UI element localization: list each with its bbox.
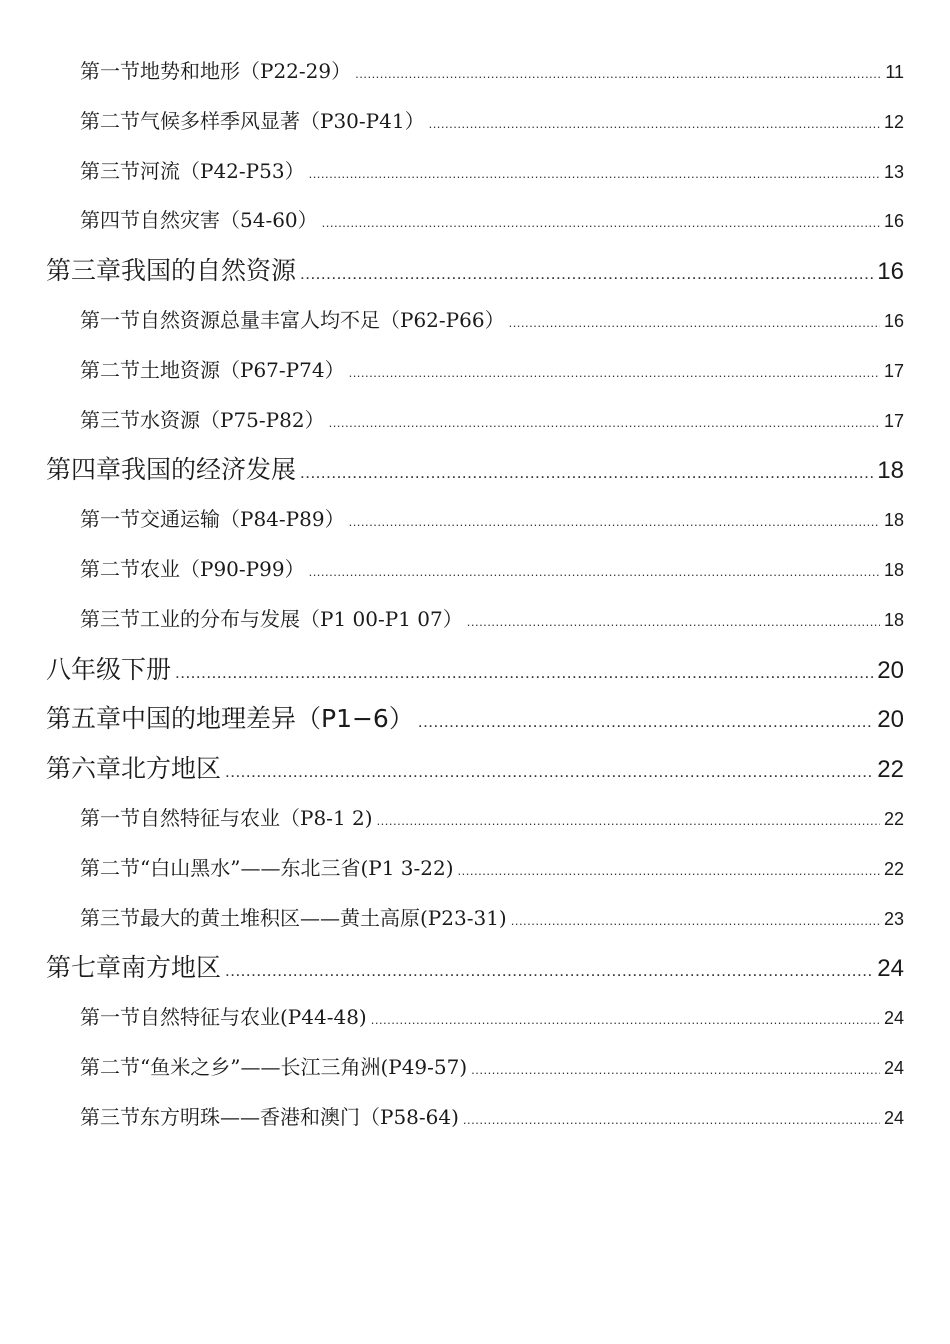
- toc-entry[interactable]: [0, 97, 950, 147]
- dot-leader: [175, 648, 873, 698]
- dot-leader: [349, 348, 880, 398]
- toc-entry-page: 16: [883, 211, 904, 232]
- toc-entry-title: 第三节河流（P42-P53）: [80, 158, 305, 183]
- toc-entry[interactable]: [0, 744, 950, 794]
- toc-entry-page: 20: [877, 706, 904, 734]
- dot-leader: [463, 1095, 880, 1145]
- dot-leader: [309, 547, 880, 597]
- toc-entry-title: 第六章北方地区: [46, 754, 222, 784]
- toc-entry-title: 第一节自然特征与农业(P44-48): [80, 1005, 367, 1030]
- toc-entry-page: 16: [883, 310, 904, 331]
- dot-leader: [377, 796, 880, 846]
- dot-leader: [300, 249, 873, 299]
- toc-entry-page: 17: [883, 360, 904, 381]
- toc-entry-title: 第五章中国的地理差异（P1−6）: [46, 704, 414, 734]
- toc-entry-page: 22: [877, 756, 904, 784]
- toc-entry-page: 16: [877, 258, 904, 286]
- toc-entry[interactable]: [0, 694, 950, 744]
- toc-entry-title: 第一节自然特征与农业（P8-1 2): [80, 805, 373, 830]
- dot-leader: [309, 149, 880, 199]
- toc-entry-page: 24: [883, 1057, 904, 1078]
- dot-leader: [509, 298, 880, 348]
- toc-entry[interactable]: [0, 445, 950, 495]
- toc-entry[interactable]: [0, 495, 950, 545]
- toc-entry[interactable]: [0, 794, 950, 844]
- toc-entry-title: 第三节最大的黄土堆积区——黄土高原(P23-31): [80, 905, 507, 930]
- dot-leader: [225, 747, 873, 797]
- toc-entry[interactable]: [0, 1043, 950, 1093]
- toc-entry-page: 11: [885, 62, 904, 82]
- toc-entry-page: 23: [883, 908, 904, 929]
- toc-entry[interactable]: [0, 645, 950, 695]
- toc-entry-page: 12: [883, 111, 904, 132]
- toc-entry-title: 第三章我国的自然资源: [46, 256, 297, 286]
- toc-entry-page: 22: [883, 808, 904, 829]
- dot-leader: [418, 697, 873, 747]
- toc-entry-title: 第二节气候多样季风显著（P30-P41）: [80, 108, 425, 133]
- dot-leader: [471, 1045, 880, 1095]
- dot-leader: [225, 946, 873, 996]
- dot-leader: [349, 497, 880, 547]
- toc-entry[interactable]: [0, 545, 950, 595]
- table-of-contents: [0, 47, 950, 1143]
- toc-entry-title: 第四节自然灾害（54-60）: [80, 208, 318, 233]
- dot-leader: [371, 995, 880, 1045]
- toc-entry-page: 17: [883, 410, 904, 431]
- toc-entry-page: 22: [883, 858, 904, 879]
- toc-entry-page: 18: [883, 609, 904, 630]
- dot-leader: [511, 896, 880, 946]
- toc-entry[interactable]: [0, 396, 950, 446]
- toc-entry-title: 第二节“鱼米之乡”——长江三角洲(P49-57): [80, 1054, 468, 1079]
- dot-leader: [355, 49, 881, 99]
- toc-entry-title: 第二节“白山黑水”——东北三省(P1 3-22): [80, 855, 454, 880]
- toc-entry-page: 18: [883, 510, 904, 531]
- toc-entry-title: 第三节水资源（P75-P82）: [80, 407, 325, 432]
- dot-leader: [458, 846, 880, 896]
- toc-entry-title: 第一节自然资源总量丰富人均不足（P62-P66）: [80, 307, 505, 332]
- toc-entry[interactable]: [0, 1093, 950, 1143]
- toc-entry-page: 24: [883, 1008, 904, 1029]
- toc-entry[interactable]: [0, 943, 950, 993]
- toc-entry-page: 13: [883, 161, 904, 182]
- toc-entry[interactable]: [0, 993, 950, 1043]
- dot-leader: [300, 448, 873, 498]
- toc-entry-title: 第三节东方明珠——香港和澳门（P58-64): [80, 1104, 459, 1129]
- toc-entry[interactable]: [0, 47, 950, 97]
- toc-entry[interactable]: [0, 844, 950, 894]
- toc-entry[interactable]: [0, 147, 950, 197]
- toc-entry-page: 18: [877, 457, 904, 485]
- toc-entry[interactable]: [0, 246, 950, 296]
- dot-leader: [429, 99, 880, 149]
- toc-entry-title: 第二节土地资源（P67-P74）: [80, 357, 345, 382]
- toc-entry[interactable]: [0, 595, 950, 645]
- toc-entry-title: 第二节农业（P90-P99）: [80, 556, 305, 581]
- toc-entry-title: 第一节交通运输（P84-P89）: [80, 507, 345, 532]
- dot-leader: [329, 398, 880, 448]
- toc-entry-title: 第七章南方地区: [46, 953, 222, 983]
- toc-entry[interactable]: [0, 894, 950, 944]
- toc-entry[interactable]: [0, 346, 950, 396]
- dot-leader: [322, 198, 880, 248]
- toc-entry[interactable]: [0, 296, 950, 346]
- toc-entry-title: 第一节地势和地形（P22-29）: [80, 59, 352, 83]
- toc-entry[interactable]: [0, 196, 950, 246]
- toc-entry-page: 18: [883, 559, 904, 580]
- toc-entry-page: 24: [883, 1107, 904, 1128]
- toc-entry-title: 第四章我国的经济发展: [46, 455, 297, 485]
- dot-leader: [467, 597, 880, 647]
- toc-entry-title: 八年级下册: [46, 654, 172, 684]
- toc-entry-page: 24: [877, 955, 904, 983]
- toc-entry-title: 第三节工业的分布与发展（P1 00-P1 07）: [80, 606, 463, 631]
- toc-entry-page: 20: [877, 656, 904, 684]
